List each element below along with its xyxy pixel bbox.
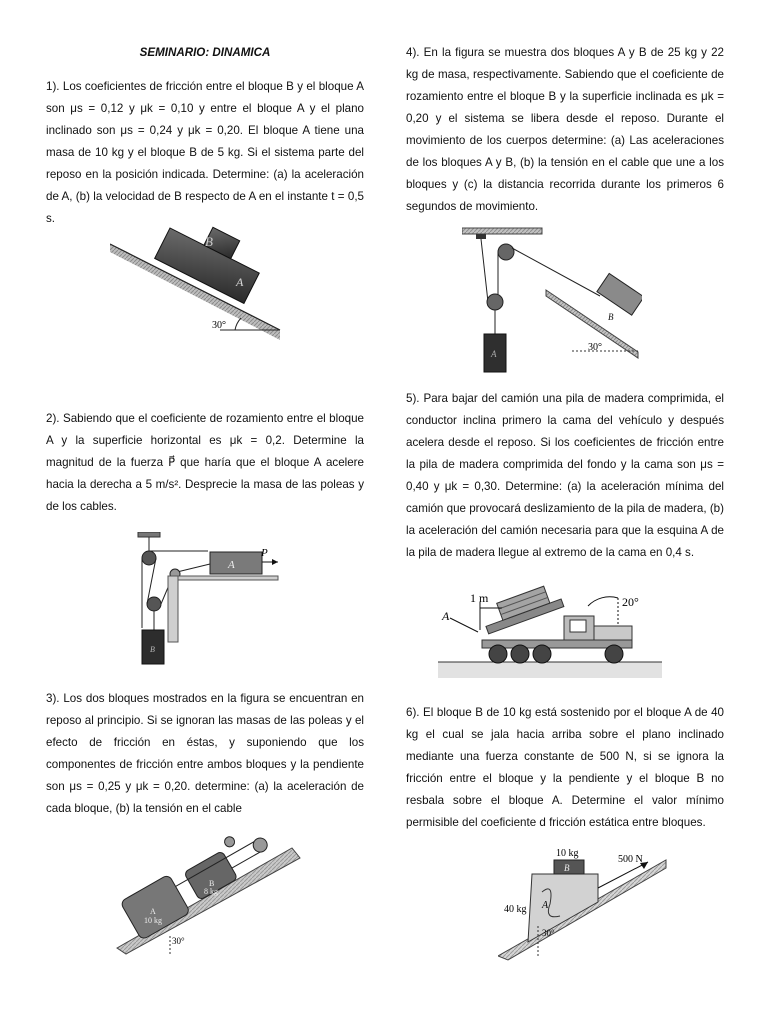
problem-4-text: 4). En la figura se muestra dos bloques A y B de 25 kg y 22 kg de masa, respectivamente. Sabiendo que el coeficiente de rozamiento entre el bloque B y la superficie inclinada es μk = 0,20 y el sistema se libera desde el reposo. Durante el movimiento de los cuerpos determine: (a) Las aceleraciones de los bloques A y B, (b) la tensión en el cable que une a los bloques y (c) la distancia recorrida durante los primeros 6 segundos de movimiento. (406, 46, 724, 213)
label-a: A (491, 349, 497, 359)
figure-3-incline-blocks (112, 830, 302, 955)
page-title: SEMINARIO: DINAMICA (139, 46, 271, 59)
wheel (605, 645, 623, 663)
label-b: B (608, 312, 614, 322)
wheel (511, 645, 529, 663)
pulley-mid (147, 597, 161, 611)
problem-3-text: 3). Los dos bloques mostrados en la figura se encuentran en reposo al principio. Si se ignoran las masas de las poleas y el efecto de fricción en éstas, y suponiendo que los componentes de fricción entre ambos bloques y la pendiente son μs = 0,25 y μk = 0,20. determine: (a) la aceleración de cada bloque, (b) la tensión en el cable (46, 692, 364, 815)
angle-label: 30° (212, 320, 226, 331)
label-b: B (564, 863, 570, 873)
corner-label: A (442, 609, 450, 623)
mass-a: 10 kg (144, 916, 162, 925)
problem-1-text: 1). Los coeficientes de fricción entre el bloque B y el bloque A son μs = 0,12 y μk = 0,10 y entre el bloque A y el plano inclinado son μs = 0,24 y μk = 0,20. El bloque A tiene una masa de 10 kg y el bloque B de 5 kg. Si el sistema parte del reposo en la posición indicada. Determine: (a) la aceleración de A, (b) la velocidad de B respecto de A en el instante t = 0,5 s. (46, 80, 364, 225)
problem-5-text: 5). Para bajar del camión una pila de madera comprimida, el conductor inclina primero la cama del vehículo y después acelera desde el reposo. Si los coeficientes de fricción entre la pila de madera comprimida del fondo y la cama son μs = 0,40 y μk = 0,30. Determine: (a) la aceleración mínima del camión que provocará deslizamiento de la pila de madera, (b) la aceleración del camión necesaria para que la esquina A de la pila de madera llegue al extremo de la cama en 0,4 s. (406, 392, 724, 559)
angle-label: 30° (172, 936, 185, 946)
label-a: A (228, 559, 235, 571)
block-b (597, 273, 642, 315)
pulley-top (498, 244, 514, 260)
mass-b: 8 kg (204, 887, 218, 896)
label-a: A (150, 907, 156, 916)
pulley (251, 836, 270, 855)
pulley-bottom (487, 294, 503, 310)
distance-label: 1 m (470, 591, 489, 605)
block-a (210, 552, 262, 574)
figure-1-incline (110, 222, 285, 344)
mass-a: 40 kg (504, 904, 527, 915)
figure-2-pulleys (128, 532, 283, 666)
figure-5-truck (438, 584, 662, 680)
problem-4 (406, 42, 724, 218)
problem-6-text: 6). El bloque B de 10 kg está sostenido por el bloque A de 40 kg el cual se jala hacia arriba sobre el plano inclinado mediante una fuerza constante de 500 N, si se ignora la fricción entre el bloque y la pendiente y el bloque B no resbala sobre el bloque A. Determine el valor mínimo permisible del coeficiente d fricción estática entre bloques. (406, 706, 724, 829)
angle-label: 20° (622, 595, 639, 609)
problem-2-text: 2). Sabiendo que el coeficiente de rozamiento entre el bloque A y la superficie horizontal es μk = 0,2. Determine la magnitud de la fuerza P⃗ que haría que el bloque A acelere hacia la derecha a 5 m/s². Desprecie la masa de las poleas y de los cables. (46, 412, 364, 513)
figure-6-incline-blocks (498, 846, 670, 964)
figure-4-pulley-incline (462, 224, 642, 374)
angle-label: 30° (542, 928, 555, 938)
angle-label: 30° (588, 342, 602, 353)
force-label: 500 N (618, 854, 643, 865)
force-label: P⃗ (261, 547, 277, 559)
mass-b: 10 kg (556, 848, 579, 859)
label-b: B (209, 879, 215, 888)
label-b: B (150, 645, 155, 654)
left-column (46, 42, 364, 230)
wheel (533, 645, 551, 663)
problem-2 (46, 408, 364, 518)
problem-6 (406, 702, 724, 834)
problem-3 (46, 688, 364, 820)
ground (438, 662, 662, 678)
pulley-top (142, 551, 156, 565)
problem-5 (406, 388, 724, 564)
label-a: A (542, 900, 549, 911)
label-b: B (205, 234, 213, 249)
label-a: A (236, 275, 244, 289)
wheel (489, 645, 507, 663)
